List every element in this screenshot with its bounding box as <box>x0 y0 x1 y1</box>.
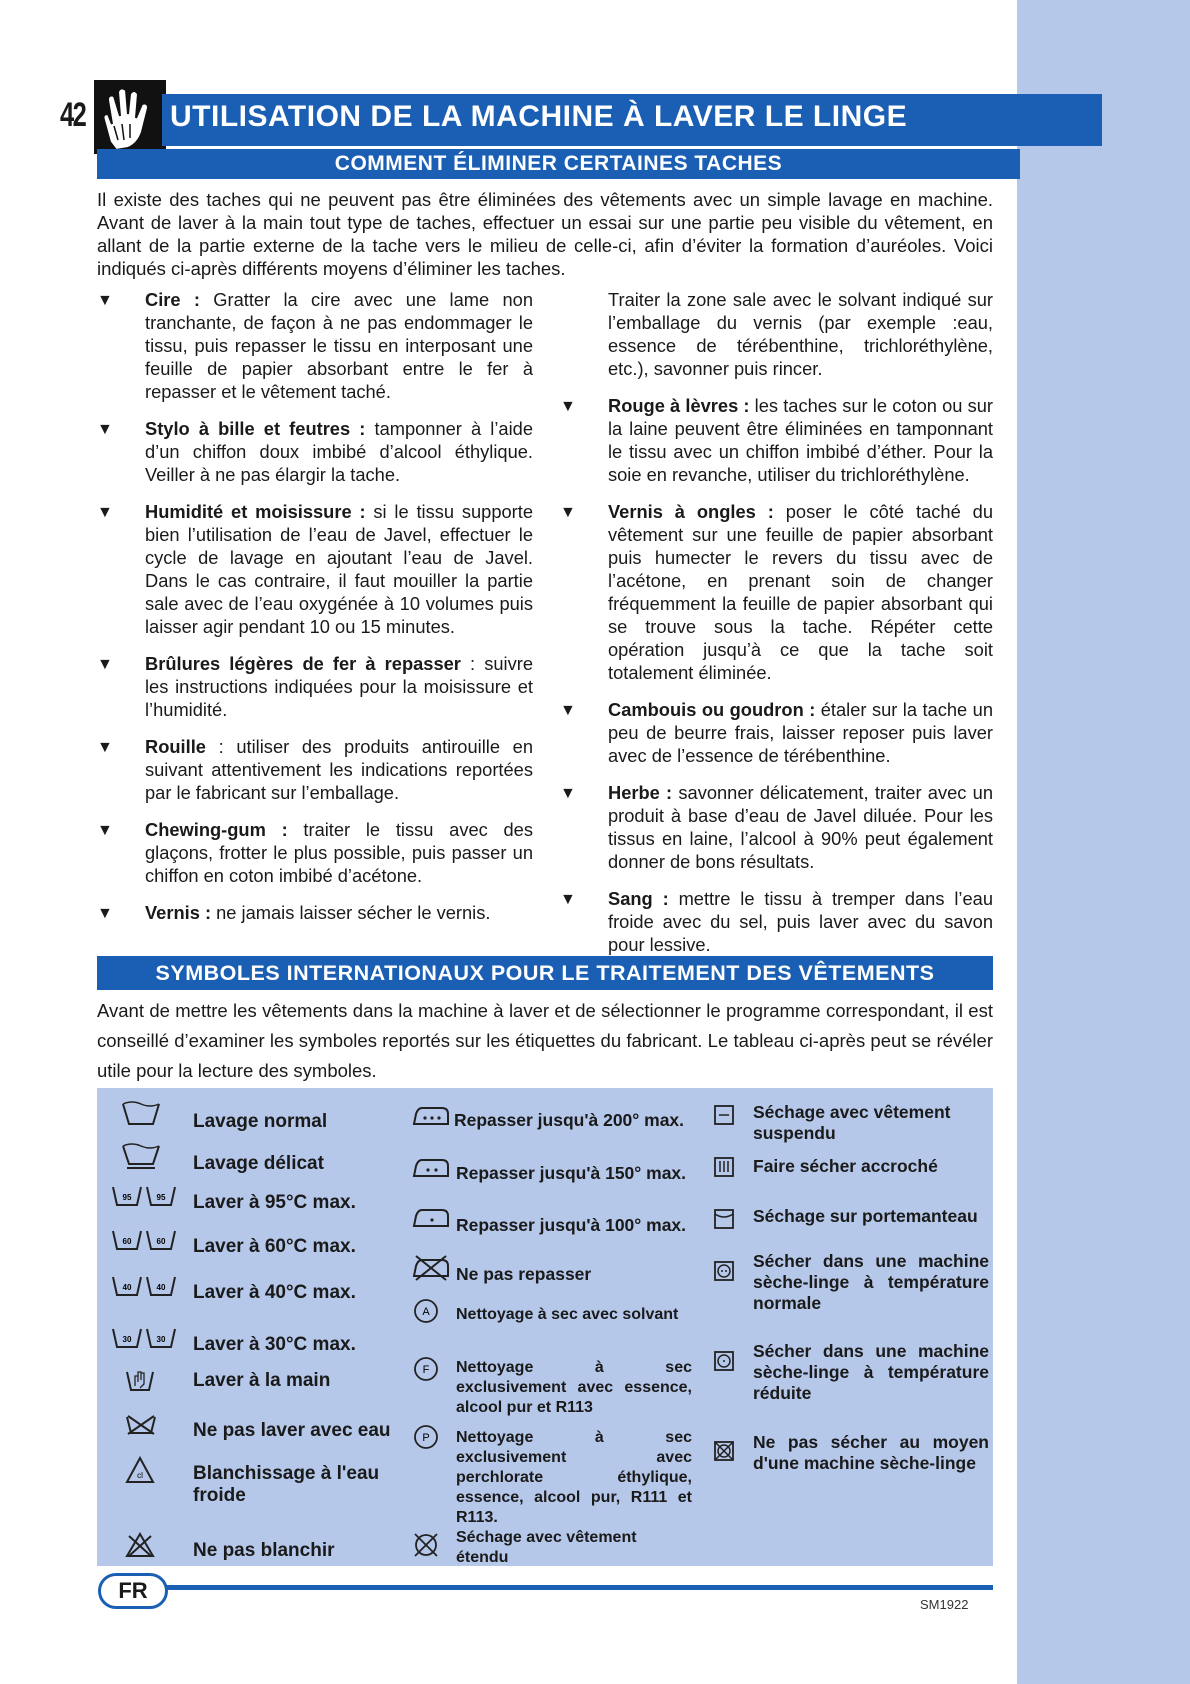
tumble-dry-normal-icon <box>713 1260 735 1282</box>
dry-letter: F <box>422 1364 430 1376</box>
bullet-icon: ▼ <box>97 656 113 673</box>
dry-clean-f-icon <box>413 1356 439 1382</box>
stain-text: Gratter la cire avec une lame non tranchante, de façon à ne pas endommager le tissu, puis repasser le tissu en interposant une feuille de papier absorbant entre le fer à repasser et le vêtement taché. <box>145 289 533 402</box>
temp-label: 40 <box>156 1283 166 1292</box>
iron-2-dots-icon <box>412 1156 450 1180</box>
symbols-table <box>97 1088 993 1566</box>
iron-1-dot-icon <box>412 1206 450 1230</box>
stains-right-column <box>560 288 993 970</box>
symbol-label: Faire sécher accroché <box>753 1156 938 1176</box>
wash-tub-delicate-icon <box>121 1142 161 1170</box>
bleach-cold-icon <box>125 1456 155 1484</box>
temp-label: 30 <box>122 1335 132 1344</box>
bullet-icon: ▼ <box>97 822 113 839</box>
symbol-label: Laver à 95°C max. <box>193 1192 356 1213</box>
stain-item <box>97 735 533 804</box>
symbol-label: Laver à 30°C max. <box>193 1334 356 1355</box>
symbol-label: Ne pas sécher au moyen d'une machine sèche-linge <box>753 1432 989 1473</box>
symbol-label: Repasser jusqu'à 150° max. <box>456 1163 687 1183</box>
symbol-label: Séchage avec vêtement suspendu <box>753 1102 951 1143</box>
temp-label: 95 <box>156 1193 166 1202</box>
stain-item <box>560 394 993 486</box>
no-iron-icon <box>412 1254 450 1282</box>
stain-text: tamponner à l’aide d’un chiffon doux imbibé d’alcool éthylique. Veiller à ne pas élargir la tache. <box>145 418 533 485</box>
intro-paragraph: Il existe des taches qui ne peuvent pas être éliminées des vêtements avec un simple lavage en machine. Avant de laver à la main tout type de taches, effectuer un essai sur une partie peu visible du vêtement, en allant de la partie externe de la tache vers le milieu de celle-ci, afin d’éviter la formation d’auréoles. Voici indiqués ci-après différents moyens d’éliminer les taches. <box>97 189 993 279</box>
symbol-label: Repasser jusqu'à 200° max. <box>454 1110 685 1130</box>
wash-95-icon <box>111 1184 177 1213</box>
temp-label: 60 <box>122 1237 132 1246</box>
dry-clean-p-icon <box>413 1424 439 1450</box>
bullet-icon: ▼ <box>97 504 113 521</box>
hand-wash-icon <box>125 1366 155 1394</box>
dry-clean-a-icon <box>413 1298 439 1324</box>
bullet-icon: ▼ <box>560 785 576 802</box>
side-band <box>1017 0 1190 1684</box>
page-title: UTILISATION DE LA MACHINE À LAVER LE LINGE <box>170 100 908 133</box>
symbol-label: Laver à la main <box>193 1370 331 1391</box>
stain-item <box>97 901 533 925</box>
temp-label: 40 <box>122 1283 132 1292</box>
document-code: SM1922 <box>920 1597 969 1612</box>
bullet-icon: ▼ <box>97 292 113 309</box>
bullet-icon: ▼ <box>97 905 113 922</box>
dry-hanger-icon <box>713 1208 735 1230</box>
stain-text: les taches sur le coton ou sur la laine peuvent être éliminées en tamponnant le tissu avec un chiffon imbibé d’éther. Pour la soie en revanche, utiliser du trichloréthylène. <box>608 395 993 485</box>
vernis-continued: Traiter la zone sale avec le solvant indiqué sur l’emballage du vernis (par exemple :eau, essence de térébenthine, trichloréthylène, etc.), savonner puis rincer. <box>608 289 993 379</box>
stain-item <box>560 781 993 873</box>
no-bleach-icon <box>125 1532 155 1558</box>
language-badge: FR <box>98 1573 168 1609</box>
bullet-icon: ▼ <box>560 398 576 415</box>
stain-item <box>560 887 993 956</box>
stain-item <box>97 500 533 638</box>
stains-left-column <box>97 288 533 939</box>
stain-text: mettre le tissu à tremper dans l’eau froide avec du sel, puis laver avec du savon pour lessive. <box>608 888 993 955</box>
stain-item <box>97 288 533 403</box>
stain-text: si le tissu supporte bien l’utilisation de l’eau de Javel, effectuer le cycle de lavage en ajoutant l’eau de Javel. Dans le cas contraire, il faut mouiller la partie sale avec de l’eau oxygénée à 10 volumes puis laisser agir pendant 10 ou 15 minutes. <box>145 501 533 637</box>
symbol-label: Séchage sur portemanteau <box>753 1206 978 1226</box>
wash-tub-icon <box>121 1100 161 1126</box>
stain-item <box>97 652 533 721</box>
no-tumble-dry-icon <box>713 1440 735 1462</box>
no-wash-icon <box>125 1414 157 1436</box>
symbol-label: Nettoyage à sec exclusivement avec perchlorate éthylique, essence, alcool pur, R111 et R113. <box>456 1429 692 1526</box>
symbol-label: Ne pas repasser <box>456 1264 592 1284</box>
temp-label: 95 <box>122 1193 132 1202</box>
bullet-icon: ▼ <box>560 891 576 908</box>
tumble-dry-low-icon <box>713 1350 735 1372</box>
stain-name: Humidité et moisissure : <box>145 501 366 522</box>
symbol-label: Lavage normal <box>193 1111 328 1132</box>
symbol-label: Laver à 40°C max. <box>193 1282 356 1303</box>
stain-text: ne jamais laisser sécher le vernis. <box>211 902 491 923</box>
stain-text: traiter le tissu avec des glaçons, frotter le plus possible, puis passer un chiffon en coton imbibé d’acétone. <box>145 819 533 886</box>
cl-label: cl <box>137 1471 143 1480</box>
page-number: 42 <box>60 96 86 134</box>
symbol-label: Nettoyage à sec exclusivement avec essence, alcool pur et R113 <box>456 1359 692 1416</box>
symbol-label: Laver à 60°C max. <box>193 1236 356 1257</box>
stain-name: Stylo à bille et feutres : <box>145 418 366 439</box>
stain-name: Vernis : <box>145 902 212 923</box>
stain-name: Rouille <box>145 736 206 757</box>
stain-item <box>560 698 993 767</box>
bullet-icon: ▼ <box>560 702 576 719</box>
dry-letter: A <box>422 1306 430 1318</box>
symbol-label: Ne pas blanchir <box>193 1540 335 1561</box>
hand-icon <box>94 80 166 154</box>
symbol-label: Sécher dans une machine sèche-linge à température normale <box>753 1251 989 1313</box>
temp-label: 30 <box>156 1335 166 1344</box>
stain-text: poser le côté taché du vêtement sur une feuille de papier absorbant puis humecter le revers du tissu avec de l’acétone, en prenant soin de changer fréquemment la feuille de papier absorbant qui se trouve sous la tache. Répéter cette opération jusqu’à ce que la tache soit totalement éliminée. <box>608 501 993 683</box>
section-title-stains: COMMENT ÉLIMINER CERTAINES TACHES <box>334 152 783 175</box>
dry-letter: P <box>422 1432 430 1444</box>
stain-name: Cambouis ou goudron : <box>608 699 816 720</box>
wash-40-icon <box>111 1274 177 1303</box>
stain-name: Brûlures légères de fer à repasser <box>145 653 461 674</box>
no-dry-clean-icon <box>413 1532 439 1558</box>
wash-30-icon <box>111 1326 177 1355</box>
wash-60-icon <box>111 1228 177 1257</box>
symbol-label: Repasser jusqu'à 100° max. <box>456 1215 687 1235</box>
symbol-label: Blanchissage à l'eau froide <box>193 1463 380 1506</box>
stain-item <box>560 500 993 684</box>
symbol-label: Lavage délicat <box>193 1153 324 1174</box>
section-title-symbols: SYMBOLES INTERNATIONAUX POUR LE TRAITEMENT DES VÊTEMENTS <box>155 961 935 985</box>
footer-rule <box>150 1585 993 1590</box>
symbol-label: Nettoyage à sec avec solvant <box>456 1306 679 1323</box>
bullet-icon: ▼ <box>97 739 113 756</box>
stain-name: Vernis à ongles : <box>608 501 774 522</box>
symbol-label: Sécher dans une machine sèche-linge à température réduite <box>753 1341 989 1403</box>
stain-name: Chewing-gum : <box>145 819 288 840</box>
temp-label: 60 <box>156 1237 166 1246</box>
stain-text: : suivre les instructions indiquées pour la moisissure et l’humidité. <box>145 653 533 720</box>
bullet-icon: ▼ <box>560 504 576 521</box>
symbol-label: Ne pas laver avec eau <box>193 1420 391 1441</box>
stain-text: : utiliser des produits antirouille en suivant attentivement les indications reportées par le fabricant sur l’emballage. <box>145 736 533 803</box>
stain-name: Cire : <box>145 289 200 310</box>
stain-name: Sang : <box>608 888 669 909</box>
symbols-intro: Avant de mettre les vêtements dans la machine à laver et de sélectionner le programme correspondant, il est conseillé d’examiner les symboles reportés sur les étiquettes du fabricant. Le tableau ci-après peut se révéler utile pour la lecture des symboles. <box>97 1000 993 1081</box>
stain-name: Rouge à lèvres : <box>608 395 750 416</box>
stain-text: savonner délicatement, traiter avec un produit à base d’eau de Javel diluée. Pour les tissus en laine, l’alcool à 90% peut également donner de bons résultats. <box>608 782 993 872</box>
stain-item <box>97 417 533 486</box>
iron-3-dots-icon <box>412 1104 450 1128</box>
stain-item <box>97 818 533 887</box>
stain-name: Herbe : <box>608 782 673 803</box>
stain-text: étaler sur la tache un peu de beurre frais, laisser reposer puis laver avec de l’essence de térébenthine. <box>608 699 993 766</box>
drip-dry-icon <box>713 1156 735 1178</box>
bullet-icon: ▼ <box>97 421 113 438</box>
symbol-label: Séchage avec vêtement étendu <box>456 1529 637 1566</box>
dry-hang-line-icon <box>713 1104 735 1126</box>
